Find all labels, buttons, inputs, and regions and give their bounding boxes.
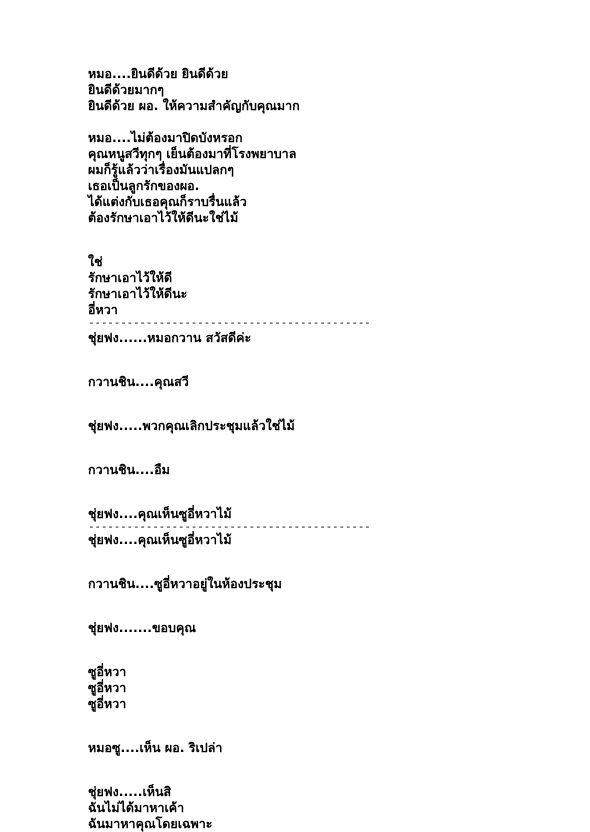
text-line: ซูอี่หวา — [88, 696, 127, 711]
text-line: ยินดีด้วย ผอ. ให้ความสำคัญกับคุณมาก — [88, 98, 300, 113]
dialogue-block-1 — [88, 66, 568, 114]
text-line: ชุ่ยฟง....คุณเห็นซูอี่หวาไม้ — [88, 532, 232, 547]
text-line: หมอ....ไม่ต้องมาปิดบังหรอก — [88, 130, 243, 145]
text-line: อี่หวา — [88, 302, 118, 317]
text-line: ซูอี่หวา — [88, 664, 127, 679]
dialogue-block-12 — [88, 664, 568, 712]
text-line: ซูอี่หวา — [88, 680, 127, 695]
text-line: กวานชิน....อืม — [88, 462, 170, 477]
text-line: ใช่ — [88, 254, 103, 269]
dialogue-block-14 — [88, 784, 568, 832]
text-line: กวานชิน....ซูอี่หวาอยู่ในห้องประชุม — [88, 576, 282, 591]
divider-line: -------------------------------------------- — [88, 522, 371, 532]
text-line: คุณหนูสวีทุกๆ เย็นต้องมาที่โรงพยาบาล — [88, 146, 297, 161]
text-line: ฉันมาหาคุณโดยเฉพาะ — [88, 816, 213, 831]
text-line: ยินดีด้วยมากๆ — [88, 82, 164, 97]
text-line: กวานชิน....คุณสวี — [88, 374, 189, 389]
text-line: ชุ่ยฟง.....พวกคุณเลิกประชุมแล้วใช่ไม้ — [88, 418, 295, 433]
text-line: หมอ....ยินดีด้วย ยินดีด้วย — [88, 66, 229, 81]
text-line: รักษาเอาไว้ให้ดี — [88, 270, 173, 285]
text-line: ชุ่ยฟง......หมอกวาน สวัสดีค่ะ — [88, 330, 252, 345]
divider-line: -------------------------------------------- — [88, 318, 371, 328]
dialogue-block-2 — [88, 130, 568, 226]
text-line: ต้องรักษาเอาไว้ให้ดีนะใช่ไม้ — [88, 210, 239, 225]
text-line: ชุ่ยฟง....คุณเห็นซูอี่หวาไม้ — [88, 506, 232, 521]
text-line: ได้แต่งกับเธอคุณก็ราบรื่นแล้ว — [88, 194, 247, 209]
text-line: ชุ่ยฟง.....เห็นสิ — [88, 784, 172, 799]
script-text — [88, 66, 568, 832]
text-line: ฉันไม่ได้มาหาเค้า — [88, 800, 185, 815]
text-line: หมอซู....เห็น ผอ. ริเปล่า — [88, 740, 223, 755]
text-line: เธอเป็นลูกรักของผอ. — [88, 178, 200, 193]
text-line: ชุ่ยฟง.......ขอบคุณ — [88, 620, 196, 635]
dialogue-block-3 — [88, 254, 568, 318]
text-line: รักษาเอาไว้ให้ดีนะ — [88, 286, 188, 301]
text-line: ผมก็รู้แล้วว่าเรื่องมันแปลกๆ — [88, 162, 234, 177]
